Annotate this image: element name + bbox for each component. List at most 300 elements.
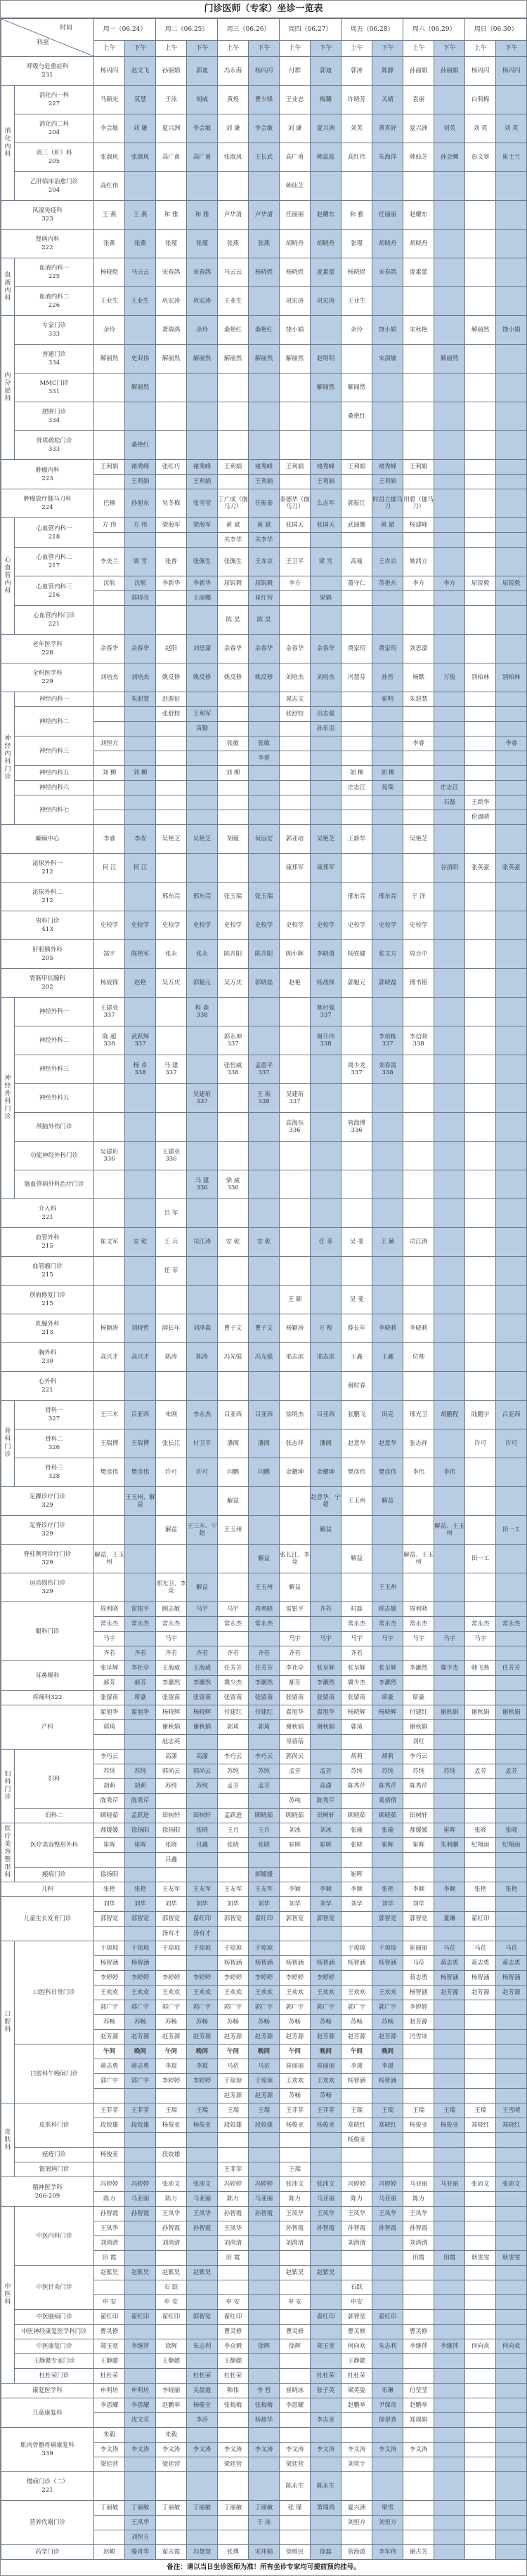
doctor-cell-pm: 晚间 (249, 2045, 280, 2059)
doctor-cell-pm: 马亚丽 (372, 2192, 403, 2207)
doctor-cell-pm (249, 781, 280, 795)
doctor-cell-pm (496, 1372, 527, 1401)
doctor-cell-pm: 席豪 (125, 1691, 156, 1705)
doctor-cell-am: 翟旭华 (94, 1705, 125, 1720)
doctor-cell-pm: 晚间 (311, 2045, 341, 2059)
doctor-cell-am: 张燕 (218, 230, 249, 258)
doctor-cell-am (280, 2133, 311, 2148)
doctor-cell-am (218, 431, 249, 460)
doctor-cell-am: 谢占芳 (403, 2545, 434, 2560)
doctor-cell-am (218, 591, 249, 606)
doctor-cell-am: 杨俊亚 (156, 2118, 187, 2133)
doctor-cell-pm: 王业生 (125, 287, 156, 316)
doctor-cell-am: 刘湾清 (280, 2236, 311, 2251)
doctor-cell-am: 赵芳源 (94, 2030, 125, 2045)
doctor-cell-pm (434, 2089, 465, 2103)
doctor-cell-pm: 郑晓红 (372, 2118, 403, 2133)
doctor-cell-pm (187, 766, 218, 781)
doctor-cell-am (341, 1026, 372, 1055)
doctor-cell-pm: 席豪 (372, 1691, 403, 1705)
doctor-cell-am: 耿雯雯 (465, 2251, 496, 2266)
doctor-cell-pm (372, 591, 403, 606)
doctor-cell-pm: 郭广宇 (125, 2074, 156, 2089)
doctor-cell-pm: 郭广宇 (125, 2000, 156, 2015)
doctor-cell-am: 刘冰 (280, 1823, 311, 1838)
doctor-cell-pm (311, 431, 341, 460)
doctor-cell-am: 谢秋娟 (280, 1720, 311, 1735)
table-row (1, 1026, 527, 1055)
doctor-cell-pm (125, 1868, 156, 1882)
doctor-cell-pm (249, 1170, 280, 1199)
doctor-cell-am: 郭广宇 (341, 2000, 372, 2015)
am-header: 上午 (94, 41, 125, 57)
doctor-cell-am (218, 2472, 249, 2501)
department-name: 脊柱侧弯诊疗门诊 329 (1, 1545, 94, 1573)
doctor-cell-am (403, 751, 434, 766)
doctor-cell-pm: 胡莉 (125, 1779, 156, 1794)
doctor-cell-pm (125, 883, 156, 911)
doctor-cell-am (403, 1113, 434, 1142)
doctor-cell-am: 吴 斐 (341, 1286, 372, 1314)
doctor-cell-pm (496, 1750, 527, 1764)
doctor-cell-pm (249, 692, 280, 707)
doctor-cell-am: 余春华 (280, 635, 311, 663)
doctor-cell-pm (187, 1487, 218, 1516)
doctor-cell-pm (125, 1142, 156, 1170)
department-name: 骨科二 326 (15, 1429, 94, 1458)
doctor-cell-pm (496, 2545, 527, 2560)
doctor-cell-am: 屈锐毅 (218, 576, 249, 591)
doctor-cell-pm: 余耀坤 (311, 1458, 341, 1487)
doctor-cell-am: 陈涛 (156, 1343, 187, 1372)
doctor-cell-am: 巴楠 (94, 489, 125, 518)
doctor-cell-am (465, 766, 496, 781)
doctor-cell-am (465, 402, 496, 431)
doctor-cell-am (465, 2398, 496, 2413)
doctor-cell-am (403, 374, 434, 402)
doctor-cell-am (94, 1573, 125, 1602)
doctor-cell-pm: 曹子文 (249, 1314, 280, 1343)
doctor-cell-am: 申 安 (156, 2295, 187, 2310)
doctor-cell-pm: 孙智霞 (125, 2207, 156, 2221)
doctor-cell-pm (434, 2516, 465, 2530)
doctor-cell-am (280, 1372, 311, 1401)
doctor-cell-am: 孙智霞 (403, 2221, 434, 2236)
doctor-cell-am: 吴 斐 (341, 1228, 372, 1257)
doctor-cell-am: 李晓莉 (403, 1314, 434, 1343)
doctor-cell-pm (496, 2280, 527, 2295)
doctor-cell-am: 于琼琼 (218, 2074, 249, 2089)
doctor-cell-pm (372, 2354, 403, 2369)
doctor-cell-pm: 李文涛 (372, 2443, 403, 2457)
doctor-cell-pm: 邢东亮 (187, 883, 218, 911)
doctor-cell-am (403, 2472, 434, 2501)
doctor-cell-am: 马宇 (156, 1632, 187, 1646)
department-name: 医疗美容整形外科 (15, 1823, 94, 1868)
doctor-cell-am: 史校学 (94, 911, 125, 940)
doctor-cell-pm: 王瑞博 (125, 1429, 156, 1458)
doctor-cell-am: 杨晓煜 (280, 258, 311, 287)
doctor-cell-pm: 王凤华 (187, 2207, 218, 2221)
doctor-cell-pm (496, 1257, 527, 1286)
doctor-cell-am (218, 1794, 249, 1809)
doctor-cell-am: 吴艳芝 (403, 825, 434, 854)
doctor-cell-pm: 张永 (187, 940, 218, 969)
doctor-cell-am: 徐辉 (280, 2339, 311, 2354)
doctor-cell-am (403, 854, 434, 883)
doctor-cell-pm: 杨智涵 (496, 1971, 527, 1986)
doctor-cell-am (94, 1372, 125, 1401)
doctor-cell-pm: 杨俊亚 (187, 2118, 218, 2133)
doctor-cell-am (341, 431, 372, 460)
doctor-cell-pm: 苏畅 (249, 2015, 280, 2030)
doctor-cell-am: 丁广成（伽马刀） (218, 489, 249, 518)
doctor-cell-am (465, 940, 496, 969)
doctor-cell-am (465, 781, 496, 795)
doctor-cell-pm: 张雪莹 (187, 489, 218, 518)
doctor-cell-am: 翟红印 (465, 1912, 496, 1927)
doctor-cell-am: 史校学 (341, 911, 372, 940)
department-name: 介入科 221 (1, 1199, 94, 1228)
doctor-cell-am (341, 1971, 372, 1986)
doctor-cell-am: 杨晓辉 (156, 1705, 187, 1720)
doctor-cell-am (218, 475, 249, 489)
doctor-cell-pm: 解丽然 (311, 374, 341, 402)
doctor-cell-pm (434, 2045, 465, 2059)
department-name: 神经内科七 (15, 795, 94, 825)
doctor-cell-pm (434, 460, 465, 475)
table-row (1, 287, 527, 316)
doctor-cell-pm: 崔红营 (249, 591, 280, 606)
table-row (1, 2045, 527, 2059)
doctor-cell-am (403, 2428, 434, 2443)
doctor-cell-am: 康郑军 (280, 854, 311, 883)
doctor-cell-pm: 陈静 (372, 57, 403, 86)
table-row (1, 1602, 527, 1617)
doctor-cell-pm (187, 2089, 218, 2103)
doctor-cell-am: 解益、王玉州 (94, 1545, 125, 1573)
doctor-cell-pm (434, 2236, 465, 2251)
doctor-cell-am: 陈秀芹 (94, 1794, 125, 1809)
doctor-cell-pm (434, 2413, 465, 2428)
doctor-cell-am: 张淑风 (218, 143, 249, 172)
doctor-cell-am (465, 1720, 496, 1735)
doctor-cell-am: 苏纯 (341, 1764, 372, 1779)
doctor-cell-pm: 李继萍 (125, 2339, 156, 2354)
department-group-label: 血 液 内 科 (1, 258, 15, 316)
doctor-cell-am: 夏兴洲 (403, 114, 434, 143)
doctor-cell-am (465, 1853, 496, 1868)
doctor-cell-am (94, 883, 125, 911)
department-name: 神经外科一 (15, 998, 94, 1026)
doctor-cell-pm: 尹保奇 (372, 2398, 403, 2413)
doctor-cell-am (465, 2501, 496, 2516)
doctor-cell-pm (496, 606, 527, 635)
doctor-cell-am: 郝芳 (94, 1676, 125, 1691)
doctor-cell-am: 邢东亮 (156, 883, 187, 911)
doctor-cell-pm: 程 森 338 (187, 998, 218, 1026)
doctor-cell-am: 夏兴洲 (156, 114, 187, 143)
doctor-cell-am: 张博 (218, 2545, 249, 2560)
doctor-cell-am: 张舒校 (156, 707, 187, 722)
schedule-body (1, 57, 527, 2560)
doctor-cell-am: 马莅 (403, 1956, 434, 1971)
doctor-cell-pm: 李新华 (187, 576, 218, 591)
doctor-cell-pm: 赵芳源 (249, 2030, 280, 2045)
doctor-cell-pm (372, 998, 403, 1026)
doctor-cell-am (280, 751, 311, 766)
doctor-cell-am: 马颖光 (94, 86, 125, 114)
doctor-cell-pm: 张敏 (249, 737, 280, 751)
doctor-cell-pm: 刘晓哲 (125, 1314, 156, 1343)
table-row (1, 1401, 527, 1429)
doctor-cell-am: 刘思濛 (403, 635, 434, 663)
doctor-cell-am: 杨智涵 (280, 1956, 311, 1971)
doctor-cell-am (465, 431, 496, 460)
department-name: 神经外科五 (15, 1084, 94, 1113)
doctor-cell-am (465, 548, 496, 576)
department-name: 骨科一 327 (15, 1401, 94, 1429)
doctor-cell-pm (496, 825, 527, 854)
doctor-cell-am: 王欢欢 (280, 1986, 311, 2000)
doctor-cell-am: 陈力 (218, 2192, 249, 2207)
doctor-cell-am: 周利晓 (94, 1602, 125, 1617)
table-row (1, 1941, 527, 1956)
doctor-cell-am (94, 2530, 125, 2545)
doctor-cell-pm: 郭晓磊 (249, 969, 280, 998)
doctor-cell-am (403, 1084, 434, 1113)
doctor-cell-pm: 吴艳芝 (311, 825, 341, 854)
doctor-cell-am (465, 2266, 496, 2280)
doctor-cell-am (465, 2354, 496, 2369)
doctor-cell-pm (187, 737, 218, 751)
doctor-cell-pm (434, 2457, 465, 2472)
doctor-cell-am: 刘恒方 (341, 2516, 372, 2530)
doctor-cell-pm: 杨智涵 (125, 1956, 156, 1971)
doctor-cell-pm (434, 201, 465, 230)
doctor-cell-am (94, 810, 125, 825)
doctor-cell-am: 任 菲 (156, 1257, 187, 1286)
doctor-cell-pm (187, 533, 218, 548)
doctor-cell-pm: 万俊 (434, 663, 465, 692)
doctor-cell-am: 张舒校 (280, 707, 311, 722)
doctor-cell-pm: 杨俊亚 (311, 2118, 341, 2133)
table-row (1, 1257, 527, 1286)
doctor-cell-pm: 杜杜荣 (311, 2369, 341, 2384)
doctor-cell-pm: 苏畅 (311, 2089, 341, 2103)
doctor-cell-am: 苏纯 (218, 1764, 249, 1779)
doctor-cell-am: 郭智宽 (156, 1912, 187, 1927)
doctor-cell-pm: 苗勤 (187, 722, 218, 737)
doctor-cell-am (465, 2030, 496, 2045)
department-name: 骨科三 328 (15, 1458, 94, 1487)
doctor-cell-pm: 付建红 (249, 1705, 280, 1720)
doctor-cell-am: 郭智宽 (280, 1912, 311, 1927)
doctor-cell-am: 郑玉宽 (94, 2339, 125, 2354)
doctor-cell-pm: 宋淑敏 (372, 345, 403, 374)
doctor-cell-pm: 褚秀峰 (249, 460, 280, 475)
doctor-cell-pm: 杨晓煜 (249, 258, 280, 287)
doctor-cell-am: 李巧云 (94, 1750, 125, 1764)
doctor-cell-am (403, 1516, 434, 1545)
doctor-cell-am: 王静懿 (341, 2354, 372, 2369)
doctor-cell-pm (496, 2384, 527, 2398)
doctor-cell-am: 蒋志勇 (465, 1956, 496, 1971)
doctor-cell-pm (496, 1170, 527, 1199)
doctor-cell-am (403, 402, 434, 431)
doctor-cell-pm (125, 781, 156, 795)
doctor-cell-pm: 王长武 (249, 143, 280, 172)
doctor-cell-pm: 马 建 336 (187, 1170, 218, 1199)
doctor-cell-am (341, 1257, 372, 1286)
department-name: 足脊诊疗门诊 329 (1, 1516, 94, 1545)
doctor-cell-pm: 郭晓亮 (125, 591, 156, 606)
doctor-cell-am: 顾晓茹 (280, 1809, 311, 1823)
doctor-cell-pm (125, 751, 156, 766)
doctor-cell-pm: 杨闪闪 (249, 57, 280, 86)
doctor-cell-am: 崔丽丽 (403, 1941, 434, 1956)
doctor-cell-pm (434, 1487, 465, 1516)
doctor-cell-pm (187, 1142, 218, 1170)
doctor-cell-am (341, 1142, 372, 1170)
doctor-cell-am (218, 854, 249, 883)
doctor-cell-pm (249, 374, 280, 402)
doctor-cell-am: 郭广宇 (280, 2000, 311, 2015)
doctor-cell-pm (496, 345, 527, 374)
doctor-cell-pm (434, 1084, 465, 1113)
doctor-cell-pm (434, 86, 465, 114)
doctor-cell-am (280, 795, 311, 810)
doctor-cell-pm (125, 1286, 156, 1314)
doctor-cell-am: 胡晓舟 (403, 230, 434, 258)
doctor-cell-am (465, 1779, 496, 1794)
doctor-cell-am: 孙智霞 (280, 2221, 311, 2236)
doctor-cell-pm: 高潇 (311, 1779, 341, 1794)
doctor-cell-pm (372, 402, 403, 431)
doctor-cell-am (280, 1868, 311, 1882)
doctor-cell-am (94, 374, 125, 402)
department-name: 消三（肝）科 205 (15, 143, 94, 172)
doctor-cell-am: 赵紫昊 (94, 2266, 125, 2280)
doctor-cell-pm (311, 402, 341, 431)
pm-header: 下午 (125, 41, 156, 57)
doctor-cell-am (465, 1084, 496, 1113)
doctor-cell-am: 李恩耀 (280, 2398, 311, 2413)
doctor-cell-pm (311, 810, 341, 825)
doctor-cell-am: 解益 (341, 1545, 372, 1573)
doctor-cell-pm: 高广甫 (187, 143, 218, 172)
doctor-cell-pm (434, 1720, 465, 1735)
doctor-cell-am: 杜杜荣 (94, 2369, 125, 2384)
doctor-cell-pm (434, 431, 465, 460)
department-name: 杜杜荣门诊 (15, 2369, 94, 2384)
doctor-cell-am: 夏兴洲 (341, 2501, 372, 2516)
doctor-cell-am: 刘培杰 (94, 663, 125, 692)
doctor-cell-pm: 刘思濛 (187, 635, 218, 663)
doctor-cell-am (280, 1487, 311, 1516)
doctor-cell-am: 田霞 (403, 2251, 434, 2266)
doctor-cell-pm: 刘培杰 (311, 663, 341, 692)
doctor-cell-am: 张瑜 (341, 1823, 372, 1838)
doctor-cell-pm: 马亚丽 (311, 2192, 341, 2207)
doctor-cell-am (465, 2133, 496, 2148)
doctor-cell-am (94, 795, 125, 810)
doctor-cell-am: 孙智霞 (218, 2207, 249, 2221)
doctor-cell-pm: 张晓 (249, 1838, 280, 1853)
doctor-cell-pm (187, 2236, 218, 2251)
doctor-cell-pm: 赵芳源 (125, 2030, 156, 2045)
doctor-cell-am: 陈秀芹 (403, 1779, 434, 1794)
doctor-cell-pm (125, 1632, 156, 1646)
doctor-cell-pm (125, 1573, 156, 1602)
doctor-cell-pm: 刘 英 (496, 114, 527, 143)
doctor-cell-am: 邢东亮 (341, 883, 372, 911)
doctor-cell-pm: 朱海洋 (372, 143, 403, 172)
doctor-cell-pm (434, 2545, 465, 2560)
doctor-cell-pm (249, 2369, 280, 2384)
doctor-cell-pm: 朱利鹏 (434, 1838, 465, 1853)
table-row (1, 1661, 527, 1676)
doctor-cell-am (341, 795, 372, 810)
doctor-cell-am (218, 1084, 249, 1113)
department-group-label: 神 经 内 科 门 诊 (1, 692, 15, 825)
doctor-cell-pm: 解丽然 (187, 345, 218, 374)
doctor-cell-pm: 赵芳源 (187, 2030, 218, 2045)
doctor-cell-pm: 赵芳源 (311, 2030, 341, 2045)
doctor-cell-pm (125, 1113, 156, 1142)
doctor-cell-pm (187, 2457, 218, 2472)
doctor-cell-am: 于泳 (156, 86, 187, 114)
doctor-cell-am: 孟芳 (465, 1764, 496, 1779)
doctor-cell-am: 蒋志勇 (94, 2059, 125, 2074)
doctor-cell-pm (496, 1228, 527, 1257)
doctor-cell-pm: 晚间 (125, 2045, 156, 2059)
doctor-cell-pm (496, 692, 527, 707)
doctor-cell-pm (496, 1286, 527, 1314)
table-row (1, 86, 527, 114)
doctor-cell-pm (311, 2325, 341, 2339)
doctor-cell-pm: 刘 谦 (125, 114, 156, 143)
doctor-cell-pm: 余玲 (187, 316, 218, 345)
doctor-cell-pm (496, 1779, 527, 1794)
doctor-cell-pm: 晚间 (372, 2045, 403, 2059)
doctor-cell-am: 苏纯 (403, 1764, 434, 1779)
doctor-cell-am: 马宇 (465, 1632, 496, 1646)
doctor-cell-am: 王 燕 (94, 201, 125, 230)
doctor-cell-pm (496, 1691, 527, 1705)
pm-header: 下午 (311, 41, 341, 57)
department-name: 中医神经康复医学科门诊 (15, 2325, 94, 2339)
day-header-row (1, 19, 527, 41)
doctor-cell-am (465, 2162, 496, 2177)
department-group-label: 神 经 外 科 门 诊 (1, 998, 15, 1199)
doctor-cell-am: 王瑞 (465, 2103, 496, 2118)
department-name: 老年医学科 228 (1, 635, 94, 663)
table-row (1, 2162, 527, 2177)
department-name: 心血管内科门诊 221 (15, 606, 94, 635)
doctor-cell-am: 李文涛 (218, 2443, 249, 2457)
doctor-cell-am: 王新华 (341, 825, 372, 854)
doctor-cell-pm: 丁丽敏 (187, 2501, 218, 2516)
doctor-cell-am (465, 2443, 496, 2457)
doctor-cell-pm: 何远宏 (249, 825, 280, 854)
doctor-cell-am (403, 591, 434, 606)
doctor-cell-am: 马莅 (465, 1941, 496, 1956)
doctor-cell-am: 王业生 (94, 287, 125, 316)
doctor-cell-am: 杨俊亚 (403, 2118, 434, 2133)
doctor-cell-am (94, 1927, 125, 1941)
doctor-cell-am: 丁丽敏 (218, 2501, 249, 2516)
